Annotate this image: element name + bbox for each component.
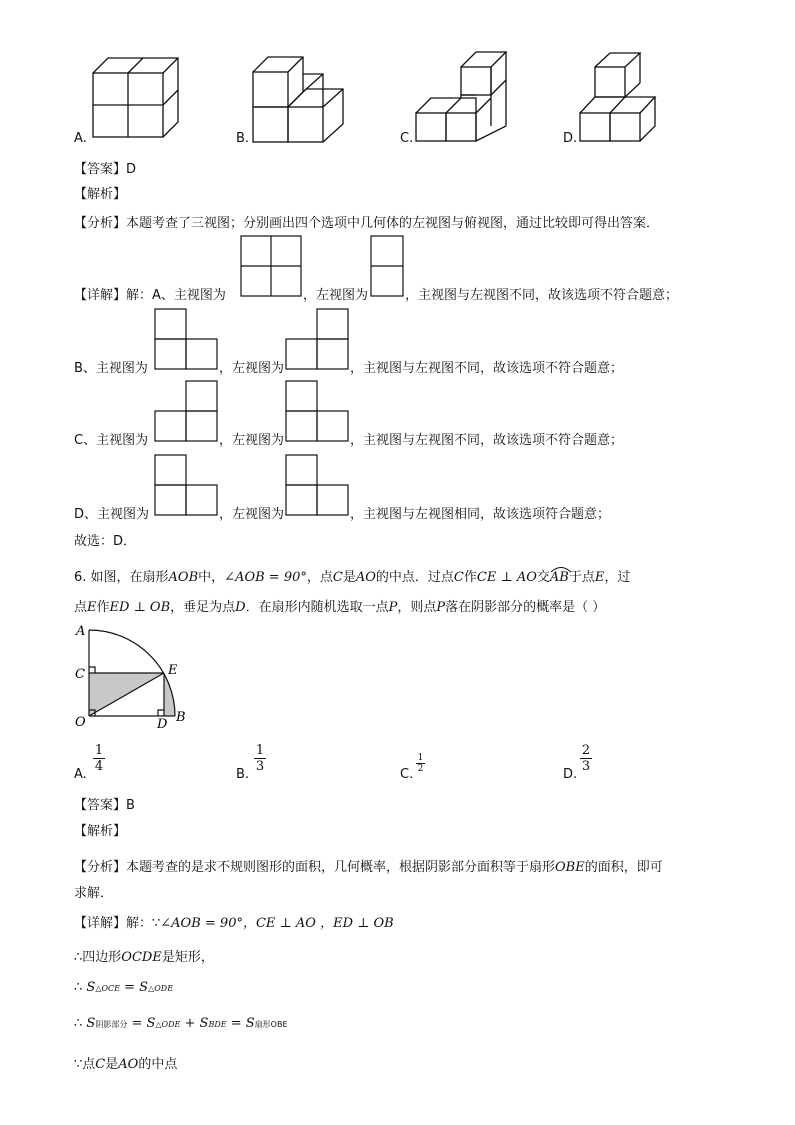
q5-d-front-view	[154, 454, 218, 516]
q5-detail-d-end: ，主视图与左视图相同，故该选项符合题意；	[350, 507, 611, 522]
q6-sector-figure	[70, 622, 200, 732]
q5-c-front-view	[154, 380, 218, 442]
option-c-label: C.	[400, 131, 414, 146]
label-e: E	[168, 663, 178, 678]
q5-detail-b-left: ，左视图为	[219, 361, 285, 376]
option-a-label: A.	[74, 131, 87, 146]
label-b: B	[176, 710, 186, 725]
q5-detail-a-prefix: 【详解】解：A、主视图为	[74, 288, 226, 303]
label-c: C	[75, 667, 85, 682]
q6-detail-line3: ∴ S△OCE = S△ODE	[74, 980, 174, 995]
q6-option-c-fraction: $\frac{1}{2}$	[417, 753, 424, 774]
q5-analysis: 【分析】本题考查了三视图；分别画出四个选项中几何体的左视图与俯视图，通过比较即可得出答案．	[74, 216, 660, 231]
q5-c-left-view	[285, 380, 349, 442]
q6-analysis-line2: 求解．	[74, 886, 114, 901]
q5-detail-a-end: ，主视图与左视图不同，故该选项不符合题意；	[405, 288, 679, 303]
q6-detail-line5: ∵点C是AO的中点	[74, 1057, 178, 1072]
q6-option-a-label: A.	[74, 767, 87, 782]
q5-detail-d-left: ，左视图为	[219, 507, 285, 522]
label-a: A	[76, 624, 86, 639]
q6-option-b-label: B.	[236, 767, 250, 782]
q6-analysis-line1: 【分析】本题考查的是求不规则图形的面积，几何概率，根据阴影部分面积等于扇形OBE的面积，即可	[74, 860, 663, 875]
q6-option-d-label: D.	[563, 767, 578, 782]
q6-detail-line1: 【详解】解：∵∠AOB = 90°，CE ⊥ AO ，ED ⊥ OB	[74, 916, 394, 931]
q5-detail-c-end: ，主视图与左视图不同，故该选项不符合题意；	[350, 433, 624, 448]
q5-b-front-view	[154, 308, 218, 370]
arc-ab: AB	[550, 570, 569, 585]
q5-d-left-view	[285, 454, 349, 516]
option-b-label: B.	[236, 131, 250, 146]
q6-jiexi: 【解析】	[74, 824, 127, 839]
q5-detail-b-prefix: B、主视图为	[74, 361, 148, 376]
q6-option-d-fraction: $\frac{2}{3}$	[581, 743, 591, 774]
label-o: O	[75, 715, 86, 730]
q6-detail-line2: ∴四边形OCDE是矩形，	[74, 950, 214, 965]
q6-option-c-label: C.	[400, 767, 414, 782]
option-b-solid	[250, 52, 350, 142]
q6-stem-line2: 点E作ED ⊥ OB，垂足为点D．在扇形内随机选取一点P，则点P落在阴影部分的概率是（ ）	[74, 600, 606, 615]
q5-answer: 【答案】D	[74, 162, 137, 177]
label-d: D	[157, 717, 168, 732]
q6-answer: 【答案】B	[74, 798, 135, 813]
q5-b-left-view	[285, 308, 349, 370]
q5-a-left-view	[370, 235, 404, 297]
q5-detail-d-prefix: D、主视图为	[74, 507, 150, 522]
q6-option-b-fraction: $\frac{1}{3}$	[255, 743, 265, 774]
shaded-sliver	[164, 673, 175, 716]
q5-a-front-view	[240, 235, 302, 297]
option-d-label: D.	[563, 131, 578, 146]
q5-choice: 故选：D．	[74, 534, 137, 549]
q6-option-a-fraction: $\frac{1}{4}$	[94, 743, 104, 774]
q5-jiexi: 【解析】	[74, 187, 127, 202]
q5-detail-b-end: ，主视图与左视图不同，故该选项不符合题意；	[350, 361, 624, 376]
q6-stem-line1: 6. 如图，在扇形AOB中，∠AOB = 90°，点C是AO的中点．过点C作CE ⊥ AO交AB 于点E，过	[74, 566, 630, 585]
q5-detail-c-left: ，左视图为	[219, 433, 285, 448]
option-a-solid	[90, 55, 190, 140]
q5-detail-c-prefix: C、主视图为	[74, 433, 149, 448]
q6-detail-line4: ∴ S阴影部分 = S△ODE + SBDE = S扇形OBE	[74, 1016, 288, 1031]
option-c-solid	[413, 50, 528, 145]
q5-detail-a-left: ，左视图为	[303, 288, 369, 303]
option-d-solid	[577, 50, 662, 145]
